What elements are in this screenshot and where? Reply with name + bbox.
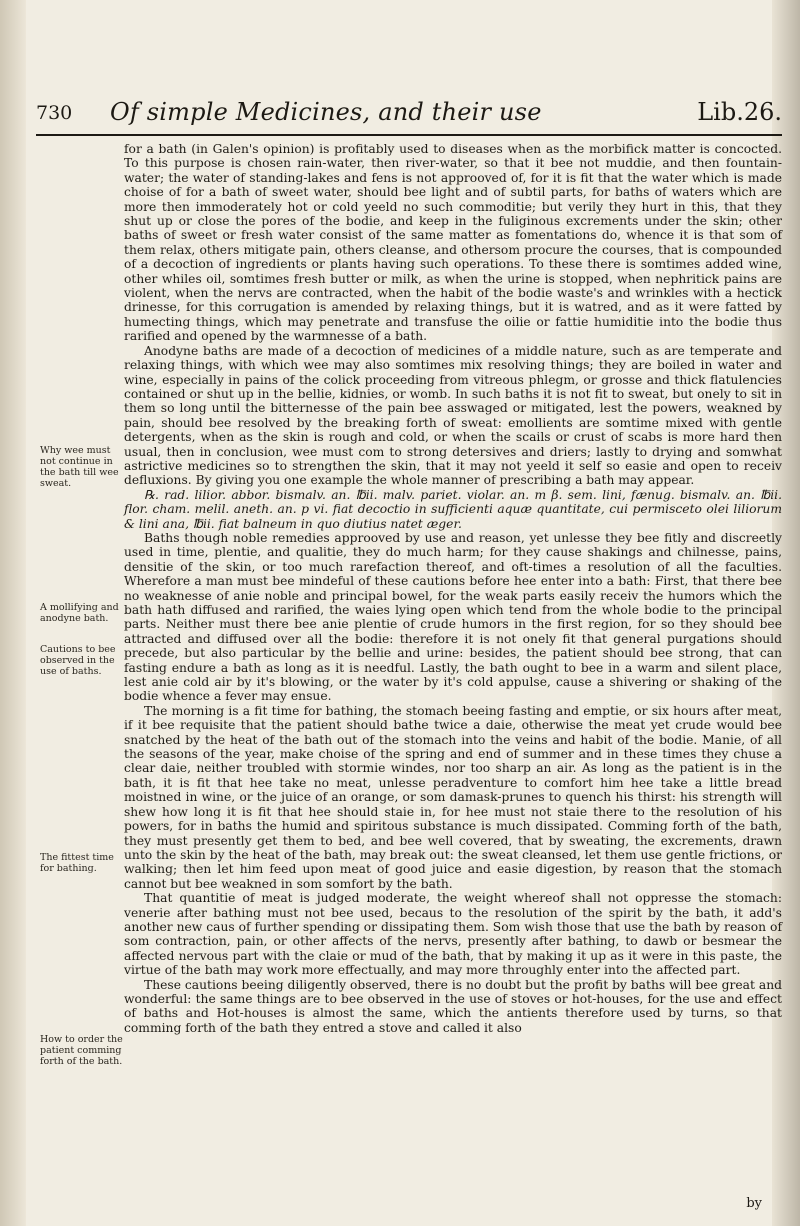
recipe-prescription: ℞. rad. lilior. abbor. bismalv. an. ℔ii. malv. pariet. violar. an. m β. sem. lini, fænug. bismalv. an. ℔ii. flor. cham. melil. aneth. an. p vi. fiat decoctio in sufficienti aquæ quantitate, cui permisceto olei liliorum & lini ana, ℔ii. fiat balneum in quo diutius natet æger. <box>124 487 782 531</box>
paragraph-anodyne-baths: Anodyne baths are made of a decoction of medicines of a middle nature, such as are temperate and relaxing things, with which wee may also somtimes mix resolving things; they are boiled in water and wine, especially in pains of the colick proceeding from vitreous phlegm, or grosse and thick flatulencies contained or shut up in the bellie, kidnies, or womb. In such baths it is not fit to sweat, but onely to sit in them so long until the bitternesse of the pain bee asswaged or mitigated, lest the powers, weakned by pain, should bee resolved by the breaking forth of sweat: emollients are somtime mixed with gentle detergents, when as the skin is rough and cold, or when the scails or crust of scabs is more hard then usual, then in conclusion, wee must com to strong detersives and driers; lastly to drying and somwhat astrictive medicines so to strengthen the skin, that it may not yeeld it self so easie and open to receiv defluxions. By giving you one example the whole manner of prescribing a bath may appear. <box>124 343 782 488</box>
book-page <box>12 0 788 1226</box>
paragraph-diet-after-bath: That quantitie of meat is judged moderate, the weight whereof shall not oppresse the stomach: venerie after bathing must not bee used, becaus to the resolution of the spirit by the bath, it add's another new caus of further spending or dissipating them. Som wish those that use the bath by reason of som contraction, pain, or other affects of the nervs, presently after bathing, to dawb or besmear the affected nervous part with the claie or mud of the bath, that by making it up as it were in this paste, the virtue of the bath may work more effectually, and may more throughly enter into the affected part. <box>124 891 782 978</box>
running-header <box>36 96 782 132</box>
running-title <box>110 98 542 126</box>
paragraph-time-for-bathing: The morning is a fit time for bathing, the stomach beeing fasting and emptie, or six hours after meat, if it bee requisite that the patient should bathe twice a daie, otherwise the meat yet crude would bee snatched by the heat of the bath out of the stomach into the veins and habit of the bodie. Manie, of all the seasons of the year, make choise of the spring and end of summer and in these times they chuse a clear daie, neither troubled with stormie windes, nor too sharp an air. As long as the patient is in the bath, it is fit that hee take no meat, unlesse peradventure to comfort him hee take a little bread moistned in wine, or the juice of an orange, or som damask-prunes to quench his thirst: his strength will shew how long it is fit that hee should staie in, for hee must not staie there to the resolution of his powers, for in baths the humid and spiritous substance is much dissipated. Comming forth of the bath, they must presently get them to bed, and bee well covered, that by sweating, the excrements, drawn unto the skin by the heat of the bath, may break out: the sweat cleansed, let them use gentle frictions, or walking; then let him feed upon meat of good juice and easie digestion, by reason that the stomach cannot but bee weakned in som somfort by the bath. <box>124 703 782 891</box>
running-title-main: Of simple Medicines <box>110 98 363 126</box>
margin-note-sweat: Why wee must not continue in the bath till wee sweat. <box>40 445 119 489</box>
paragraph-cautions: Baths though noble remedies approoved by use and reason, yet unlesse they bee fitly and discreetly used in time, plentie, and qualitie, they do much harm; for they cause shakings and chilnesse, pains, densitie of the skin, or too much rarefaction thereof, and oft-times a resolution of all the faculties. Wherefore a man must bee mindeful of these cautions before hee enter into a bath: First, that there bee no weaknesse of anie noble and principal bowel, for the weak parts easily receiv the humors which the bath hath diffused and rarified, the waies lying open which tend from the whole bodie to the principal parts. Neither must there bee anie plentie of crude humors in the first region, for so they should bee attracted and diffused over all the bodie: therefore it is not onely fit that general purgations should precede, but also particular by the bellie and urine: besides, the patient should bee strong, that can fasting endure a bath as long as it is needful. Lastly, the bath ought to bee in a warm and silent place, lest anie cold air by it's blowing, or the water by it's cold appulse, cause a shivering or shaking of the bodie whence a fever may ensue. <box>124 530 782 704</box>
book-number: Lib.26. <box>697 98 782 126</box>
margin-note-time: The fittest time for bathing. <box>40 852 114 874</box>
body-text <box>124 142 782 1035</box>
margin-note-order: How to order the patient comming forth of the bath. <box>40 1034 123 1067</box>
running-title-rest: , and their use <box>362 98 542 126</box>
margin-note-cautions: Cautions to bee observed in the use of baths. <box>40 644 116 677</box>
header-rule <box>36 134 782 136</box>
catchword: by <box>746 1196 762 1211</box>
page-number: 730 <box>36 102 73 124</box>
paragraph-stoves: These cautions beeing diligently observed, there is no doubt but the profit by baths will bee great and wonderful: the same things are to bee observed in the use of stoves or hot-houses, for the use and effect of baths and Hot-houses is almost the same, which the antients therefore used by turns, so that comming forth of the bath they entred a stove and called it also <box>124 977 782 1035</box>
paragraph-bath-waters: for a bath (in Galen's opinion) is profitably used to diseases when as the morbifick matter is concocted. To this purpose is chosen rain-water, then river-water, so that it bee not muddie, and then fountain-water; the water of standing-lakes and fens is not approoved of, for it is fit that the water which is made choise of for a bath of sweet water, should bee light and of subtil parts, for baths of waters which are more then immoderately hot or cold yeeld no such commoditie; but verily they hurt in this, that they shut up or close the pores of the bodie, and keep in the fuliginous excrements under the skin; other baths of sweet or fresh water consist of the same matter as fomentations do, whence it is that som of them relax, others mitigate pain, others cleanse, and othersom procure the courses, that is compounded of a decoction of ingredients or plants having such operations. To these there is somtimes added wine, other whiles oil, somtimes fresh butter or milk, as when the urine is stopped, when nephritick pains are violent, when the nervs are contracted, when the habit of the bodie waste's and wrinkles with a hectick drinesse, for this corrugation is amended by relaxing things, but it is watred, and as it were fatted by humecting things, which may penetrate and transfuse the oilie or fattie humiditie into the bodie thus rarified and opened by the warmnesse of a bath. <box>124 142 782 344</box>
margin-note-anodyne: A mollifying and anodyne bath. <box>40 602 119 624</box>
